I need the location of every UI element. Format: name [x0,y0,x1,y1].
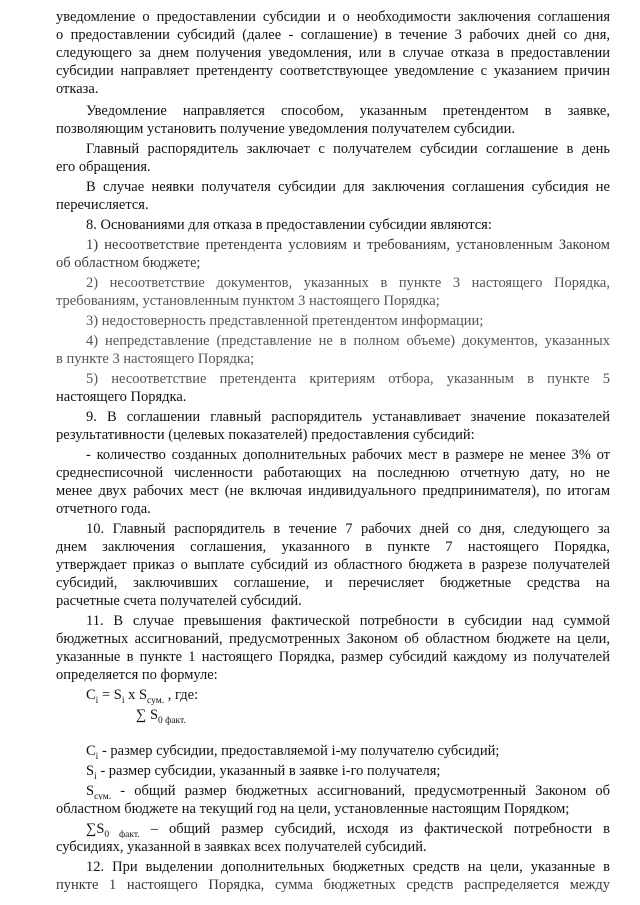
text-line: В случае неявки получателя субсидии для заключения соглашения субсидия не [86,179,610,195]
section-heading: 9. В соглашении главный распорядитель устанавливает значение показателей [86,409,610,425]
section-heading: 8. Основаниями для отказа в предоставлении субсидии являются: [86,217,492,233]
text-line: 5) несоответствие претендента критериям отбора, указанным в пункте 5 [86,371,610,387]
formula-numerator: $C_i = S_i$ x $S_{сум.}$ , где: [86,687,199,706]
text-line: отказа. [56,81,99,97]
text-line: результативности (целевых показателей) предоставления субсидий: [56,427,475,443]
definition-line: $C_i$ - размер субсидии, предоставляемой i-му получателю субсидий; [86,743,500,760]
text-line: менее двух рабочих мест (не включая индивидуального предпринимателя), по итогам [56,483,610,499]
text-line: 4) непредставление (представление не в полном объеме) документов, указанных [86,333,610,349]
text-line: 3) недостоверность представленной претендентом информации; [86,313,484,329]
section-heading: 11. В случае превышения фактической потребности в субсидии над суммой [86,613,610,629]
text-line: субсидий, заключивших соглашение, и перечисляет бюджетные средства на [56,575,610,591]
text-line: отчетного года. [56,501,151,517]
formula-denominator: ∑ $S_{0 факт.}$ [136,707,186,726]
definition-line: областном бюджете на текущий год на цели, установленные настоящим Порядком; [56,801,570,817]
section-heading: 12. При выделении дополнительных бюджетных средств на цели, указанные в [86,859,610,875]
text-line: расчетные счета получателей субсидий. [56,593,302,609]
definition-line: $S_{сум.}$ - общий размер бюджетных ассигнований, предусмотренный Законом об [86,783,610,800]
text-line: уведомление о предоставлении субсидии и о необходимости заключения соглашения [56,9,610,25]
definition-line: $\sum S_{0 факт.}$ – общий размер субсидий, исходя из фактической потребности в [86,821,610,838]
text-line: настоящего Порядка. [56,389,187,405]
text-line: пункте 1 настоящего Порядка, сумма бюджетных средств распределяется между [56,877,610,893]
text-line: - количество созданных дополнительных рабочих мест в размере не менее 3% от [86,447,610,463]
text-line: Уведомление направляется способом, указанным претендентом в заявке, [86,103,610,119]
text-line: Главный распорядитель заключает с получателем субсидии соглашение в день [86,141,610,157]
text-line: субсидии направляет претенденту соответствующее уведомление с указанием причин [56,63,610,79]
text-line: днем заключения соглашения, указанного в пункте 7 настоящего Порядка, [56,539,610,555]
text-line: указанные в пункте 1 настоящего Порядка, размер субсидий каждому из получателей [56,649,610,665]
text-line: требованиям, установленным пунктом 3 настоящего Порядка; [56,293,440,309]
text-line: утверждает приказ о выплате субсидий из областного бюджета в разрезе получателей [56,557,610,573]
text-line: следующего за днем получения уведомления, или в случае отказа в предоставлении [56,45,610,61]
section-heading: 10. Главный распорядитель в течение 7 рабочих дней со дня, следующего за [86,521,610,537]
definition-line: $S_i$ - размер субсидии, указанный в заявке i-го получателя; [86,763,441,780]
text-line: об областном бюджете; [56,255,201,271]
text-line: о предоставлении субсидий (далее - соглашение) в течение 3 рабочих дней со дня, [56,27,610,43]
text-line: определяется по формуле: [56,667,218,683]
text-line: позволяющим установить получение уведомления получателем субсидии. [56,121,516,137]
definition-line: субсидиях, указанной в заявках всех получателей субсидий. [56,839,427,855]
text-line: перечисляется. [56,197,149,213]
text-line: среднесписочной численности работающих на последнюю отчетную дату, но не [56,465,610,481]
text-line: бюджетных ассигнований, предусмотренных Законом об областном бюджете на цели, [56,631,610,647]
text-line: его обращения. [56,159,151,175]
text-line: 2) несоответствие документов, указанных в пункте 3 настоящего Порядка, [86,275,610,291]
text-line: 1) несоответствие претендента условиям и требованиям, установленным Законом [86,237,610,253]
text-line: в пункте 3 настоящего Порядка; [56,351,255,367]
